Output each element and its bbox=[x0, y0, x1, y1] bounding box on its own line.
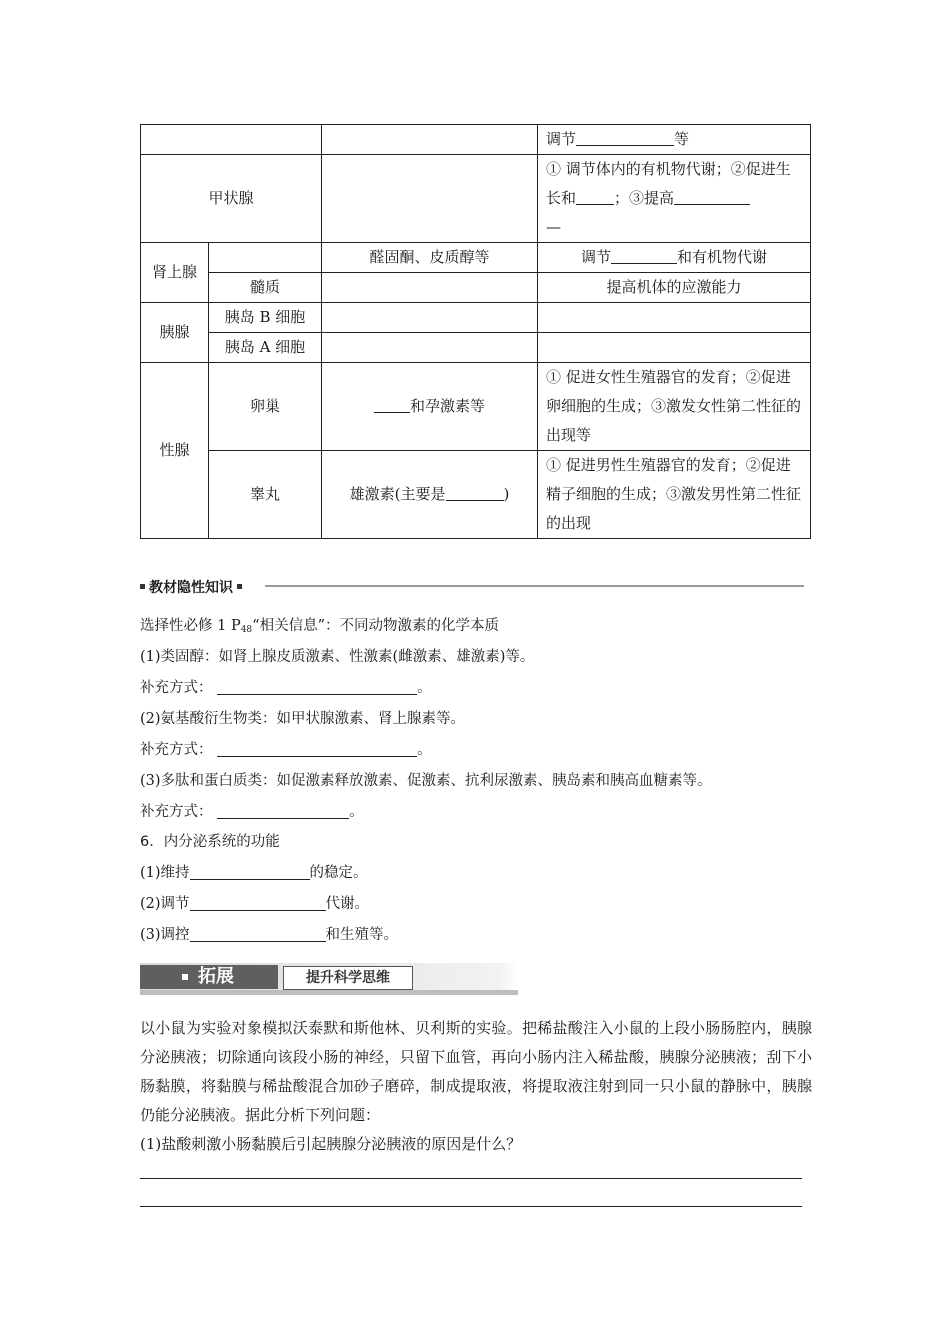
banner-subtitle: 提升科学思维 bbox=[306, 970, 390, 986]
answer-blank[interactable] bbox=[190, 894, 326, 911]
table-cell bbox=[322, 333, 538, 363]
banner-subtitle-box bbox=[283, 966, 413, 990]
table-row bbox=[141, 243, 811, 273]
table-cell bbox=[538, 333, 811, 363]
table-row bbox=[141, 303, 811, 333]
hidden-intro: 选择性必修 1 $P_{48}“$相关信息”：不同动物激素的化学本质 bbox=[140, 618, 499, 635]
table-cell bbox=[322, 273, 538, 303]
function-item-1: (1)维持 的稳定。 bbox=[140, 865, 368, 881]
banner-title: 拓展 bbox=[198, 966, 234, 987]
hormone-cell: 和孕激素等 bbox=[322, 363, 538, 451]
hidden-item-1: (1)类固醇：如肾上腺皮质激素、性激素(雌激素、雄激素)等。 bbox=[140, 649, 535, 665]
function-item-3: (3)调控 和生殖等。 bbox=[140, 927, 399, 943]
table-cell bbox=[322, 303, 538, 333]
sub-part-cell: 睾丸 bbox=[209, 451, 322, 539]
square-bullet-icon bbox=[182, 974, 188, 980]
answer-blank[interactable] bbox=[190, 863, 310, 880]
answer-line[interactable] bbox=[140, 1206, 802, 1207]
table-cell bbox=[141, 125, 322, 155]
hidden-item-3: (3)多肽和蛋白质类：如促激素释放激素、促激素、抗利尿激素、胰岛素和胰高血糖素等。 bbox=[140, 773, 712, 789]
function-item-2: (2)调节 代谢。 bbox=[140, 896, 370, 912]
supplement-line: 补充方式： 。 bbox=[140, 742, 432, 758]
blank[interactable] bbox=[446, 483, 504, 501]
table-cell bbox=[209, 243, 322, 273]
section-heading bbox=[140, 576, 804, 596]
blank[interactable] bbox=[374, 395, 410, 413]
gland-name-cell: 肾上腺 bbox=[141, 243, 209, 303]
sub-part-cell: 髓质 bbox=[209, 273, 322, 303]
thyroid-effect-cell: ① 调节体内的有机物代谢；②促进生长和 ；③提高 — bbox=[538, 155, 811, 243]
blank[interactable] bbox=[576, 187, 614, 205]
question-1: (1)盐酸刺激小肠黏膜后引起胰腺分泌胰液的原因是什么？ bbox=[140, 1135, 522, 1153]
hidden-item-2: (2)氨基酸衍生物类：如甲状腺激素、肾上腺素等。 bbox=[140, 711, 466, 727]
table-row bbox=[141, 155, 811, 243]
table-row bbox=[141, 333, 811, 363]
square-bullet-icon bbox=[140, 584, 145, 589]
sub-part-cell: 胰岛 B 细胞 bbox=[209, 303, 322, 333]
table-row bbox=[141, 125, 811, 155]
effect-cell: ① 促进女性生殖器官的发育；②促进卵细胞的生成；③激发女性第二性征的出现等 bbox=[538, 363, 811, 451]
square-bullet-icon bbox=[237, 584, 242, 589]
extension-paragraph: 以小鼠为实验对象模拟沃泰默和斯他林、贝利斯的实验。把稀盐酸注入小鼠的上段小肠肠腔内，胰腺分泌胰液；切除通向该段小肠的神经，只留下血管，再向小肠内注入稀盐酸，胰腺分泌胰液；刮下小肠黏膜，将黏膜与稀盐酸混合加砂子磨碎，制成提取液，将提取液注射到同一只小鼠的静脉中，胰腺仍能分泌胰液。据此分析下列问题： (1)盐酸刺激小肠黏膜后引起胰腺分泌胰液的原因是什么？ bbox=[140, 1014, 812, 1159]
endocrine-gland-table bbox=[140, 124, 811, 539]
table-cell bbox=[322, 125, 538, 155]
effect-cell: 调节 和有机物代谢 bbox=[538, 243, 811, 273]
table-row bbox=[141, 273, 811, 303]
blank[interactable] bbox=[576, 128, 674, 146]
gland-name-cell: 胰腺 bbox=[141, 303, 209, 363]
answer-line[interactable] bbox=[140, 1178, 802, 1179]
divider bbox=[265, 585, 804, 587]
sub-part-cell: 卵巢 bbox=[209, 363, 322, 451]
table-cell bbox=[322, 155, 538, 243]
answer-blank[interactable] bbox=[190, 925, 326, 942]
table-row bbox=[141, 363, 811, 451]
table-cell: 调节 等 bbox=[538, 125, 811, 155]
hormone-cell: 醛固酮、皮质醇等 bbox=[322, 243, 538, 273]
blank[interactable] bbox=[611, 246, 677, 264]
table-cell bbox=[538, 303, 811, 333]
gland-name-cell: 性腺 bbox=[141, 363, 209, 539]
supplement-line: 补充方式： 。 bbox=[140, 804, 364, 820]
function-title: 6．内分泌系统的功能 bbox=[140, 834, 280, 850]
gland-name-cell: 甲状腺 bbox=[141, 155, 322, 243]
supplement-line: 补充方式： 。 bbox=[140, 680, 432, 696]
sub-part-cell: 胰岛 A 细胞 bbox=[209, 333, 322, 363]
effect-cell: 提高机体的应激能力 bbox=[538, 273, 811, 303]
hormone-cell: 雄激素(主要是 ) bbox=[322, 451, 538, 539]
table-row bbox=[141, 451, 811, 539]
section-title: 教材隐性知识 bbox=[149, 579, 233, 596]
answer-blank[interactable] bbox=[217, 740, 417, 757]
answer-blank[interactable] bbox=[217, 678, 417, 695]
extension-banner bbox=[140, 963, 518, 995]
effect-cell: ① 促进男性生殖器官的发育；②促进精子细胞的生成；③激发男性第二性征的出现 bbox=[538, 451, 811, 539]
answer-blank[interactable] bbox=[217, 802, 349, 819]
blank[interactable] bbox=[674, 187, 750, 205]
